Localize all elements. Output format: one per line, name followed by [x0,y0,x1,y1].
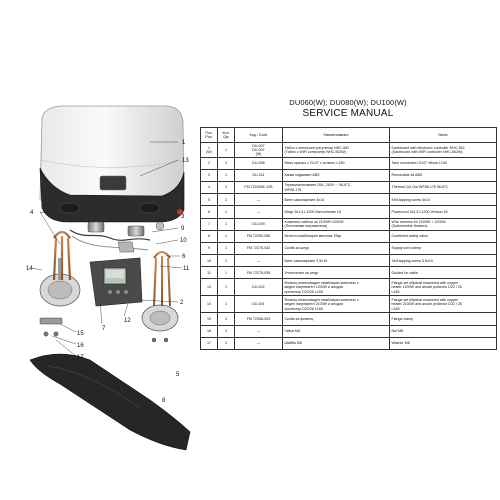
cell-en: Flange clamp [390,313,497,325]
cell-code: — [235,194,283,206]
cell-code: DU-002 [235,279,283,296]
cell-qty: 1 [218,206,235,218]
table-row [201,206,497,218]
cell-code: — [235,255,283,267]
table-row [201,242,497,254]
cell-en: Washer M8 [390,337,497,349]
table-row [201,194,497,206]
cell-ru: Винт самонарезен 4х14 [283,194,390,206]
cell-pos: 7 [201,218,218,230]
callout-11: 11 [183,266,190,272]
cell-en: Flange set elliptical enameled with copper heater 1200W and anode protector D22 / 26 L165 [390,279,497,296]
callout-1: 1 [182,140,186,146]
cell-code: DU-007 DU-007 (W) [235,143,283,158]
cell-qty: 2 [218,325,235,337]
cell-ru: Винт самонарезен 3,5х19 [283,255,390,267]
header-code: Код / Code [235,128,283,143]
cell-qty: 1 [218,230,235,242]
cell-code: FM 72250-056 [235,230,283,242]
cell-ru: Шнур 3х1,5 L1200 Изпълнение 18 [283,206,390,218]
header-qty: Кол. Qty [218,128,235,143]
callout-9: 9 [181,226,185,232]
cell-ru: Фланец елипсовиден емайлиран комплект с меден нагревател 2100W и анодов протектор D22/26 L165 [283,296,390,313]
table-row [201,279,497,296]
cell-en: Flange set elliptical enameled with copper heater 2100W and anode protector D22 / 26 L165 [390,296,497,313]
cell-en: Self-tapping screw 4x14 [390,194,497,206]
table-row [201,255,497,267]
cell-pos: 15 [201,313,218,325]
cell-pos: 4 [201,181,218,193]
callout-12: 12 [124,318,131,324]
cell-ru: Гайка M8 [283,325,390,337]
cell-code: — [235,325,283,337]
cell-pos: 16 [201,325,218,337]
parts-table [200,127,497,350]
cell-code: FM 72268-003 [235,313,283,325]
exploded-view-diagram [0,0,200,500]
cell-ru: Термоизключвател 20А, 240V ~, 96-8°C, WF96-175 [283,181,390,193]
table-row [201,337,497,349]
callout-15: 15 [77,331,84,337]
table-row [201,313,497,325]
cell-pos: 17 [201,337,218,349]
cell-qty: 2 [218,194,235,206]
cell-qty: 1 [218,169,235,181]
cell-ru: Скоба за фланец [283,313,390,325]
cell-ru: Фланец елипсовиден емайлиран комплект с меден нагревател 1200W и анодов протектор D22/26 L165 [283,279,390,296]
cell-pos: 14 [201,296,218,313]
heating-element-left [40,232,80,306]
cell-ru: Шайба M8 [283,337,390,349]
cell-qty: 2 [218,255,235,267]
cell-en: Thermal Cut Out WF96-175 96-8°C [390,181,497,193]
cell-en: Tank connection G1/2" elbow L150 [390,157,497,169]
cell-qty: 1 [218,267,235,279]
cell-code: — [235,337,283,349]
cell-ru: Табло с электронн регулятор NHC-562 (Табло с WIFI контролер NHC-562W) [283,143,390,158]
cell-qty: 2 [218,157,235,169]
wiring-and-valve [70,222,164,252]
cell-qty: 1 [218,279,235,296]
cell-ru: Скоба за шнур [283,242,390,254]
cell-code: — [235,206,283,218]
cell-code: DU-001 [235,296,283,313]
cell-pos: 1 (W) [201,143,218,158]
cell-ru: Уплътнител за шнур [283,267,390,279]
callout-5: 5 [176,372,180,378]
table-row [201,230,497,242]
cell-pos: 6 [201,206,218,218]
cell-qty: 1 [218,242,235,254]
cell-pos: 9 [201,242,218,254]
service-manual-title: SERVICE MANUAL [302,108,394,119]
callout-3: 3 [181,214,185,220]
parts-table-body [201,143,497,350]
cell-qty: 1 [218,218,235,230]
heating-element-right [142,252,178,331]
callout-4: 4 [30,210,34,216]
cell-en: Supply cord clamp [390,242,497,254]
callout-7: 7 [102,326,106,332]
cell-en: Powercord 3x1,5 L1200 Version 18 [390,206,497,218]
cell-qty: 2 [218,313,235,325]
cell-code: FM 722059E-12B [235,181,283,193]
control-panel [90,258,142,306]
cell-code: DU-009 [235,218,283,230]
cell-en: Dashboard with electronic controller NHC-562 (Dashboard with WIFI controller NHC-562W) [390,143,497,158]
cell-ru: Меко крыльо с G1/2" с коляно; L150 [283,157,390,169]
cell-ru: Вентил комбиниран металик 7бар [283,230,390,242]
cell-ru: Капак подвижен ABS [283,169,390,181]
cell-qty: 1 [218,296,235,313]
models-title: DU060(W); DU080(W); DU100(W) [289,98,407,107]
callout-16: 16 [77,343,84,349]
cell-en: Guided for cable [390,267,497,279]
cell-code: DU-011 [235,169,283,181]
table-row [201,218,497,230]
cell-code: FM 72275-042 [235,242,283,254]
cell-qty: 2 [218,181,235,193]
callout-2: 2 [180,300,184,306]
bottom-cover [30,354,190,450]
cell-en: Removable lid ABS [390,169,497,181]
cell-pos: 10 [201,255,218,267]
callout-14: 14 [26,266,33,272]
cell-pos: 5 [201,194,218,206]
cell-pos: 3 [201,169,218,181]
cell-code: FM 72275-035 [235,267,283,279]
cell-en: Wire harness for 2100W + 1200W (Submersible Heaters) [390,218,497,230]
cell-pos: 2 [201,157,218,169]
table-row [201,267,497,279]
callout-6: 6 [182,254,186,260]
cell-pos: 13 [201,279,218,296]
table-row [201,143,497,158]
header-name-en: Name [390,128,497,143]
cell-qty: 1 [218,143,235,158]
callout-10: 10 [180,238,187,244]
cell-pos: 11 [201,267,218,279]
cell-ru: Комплект кабели за 2100W+1200W (Потопяеми нагреватели) [283,218,390,230]
table-row [201,325,497,337]
table-row [201,157,497,169]
header-pos: Поз. Pos. [201,128,218,143]
cell-code: DU-006 [235,157,283,169]
table-row [201,296,497,313]
callout-8: 8 [162,398,166,404]
table-row [201,181,497,193]
cell-en: Self-tapping screw 3,5x19 [390,255,497,267]
parts-table-header [201,128,497,143]
callout-13: 13 [182,158,189,164]
header-name-ru: Наименование [283,128,390,143]
cell-pos: 8 [201,230,218,242]
cell-en: Combined safety valve [390,230,497,242]
cell-qty: 2 [218,337,235,349]
cell-en: Nut M8 [390,325,497,337]
table-row [201,169,497,181]
callout-17: 17 [77,355,84,361]
